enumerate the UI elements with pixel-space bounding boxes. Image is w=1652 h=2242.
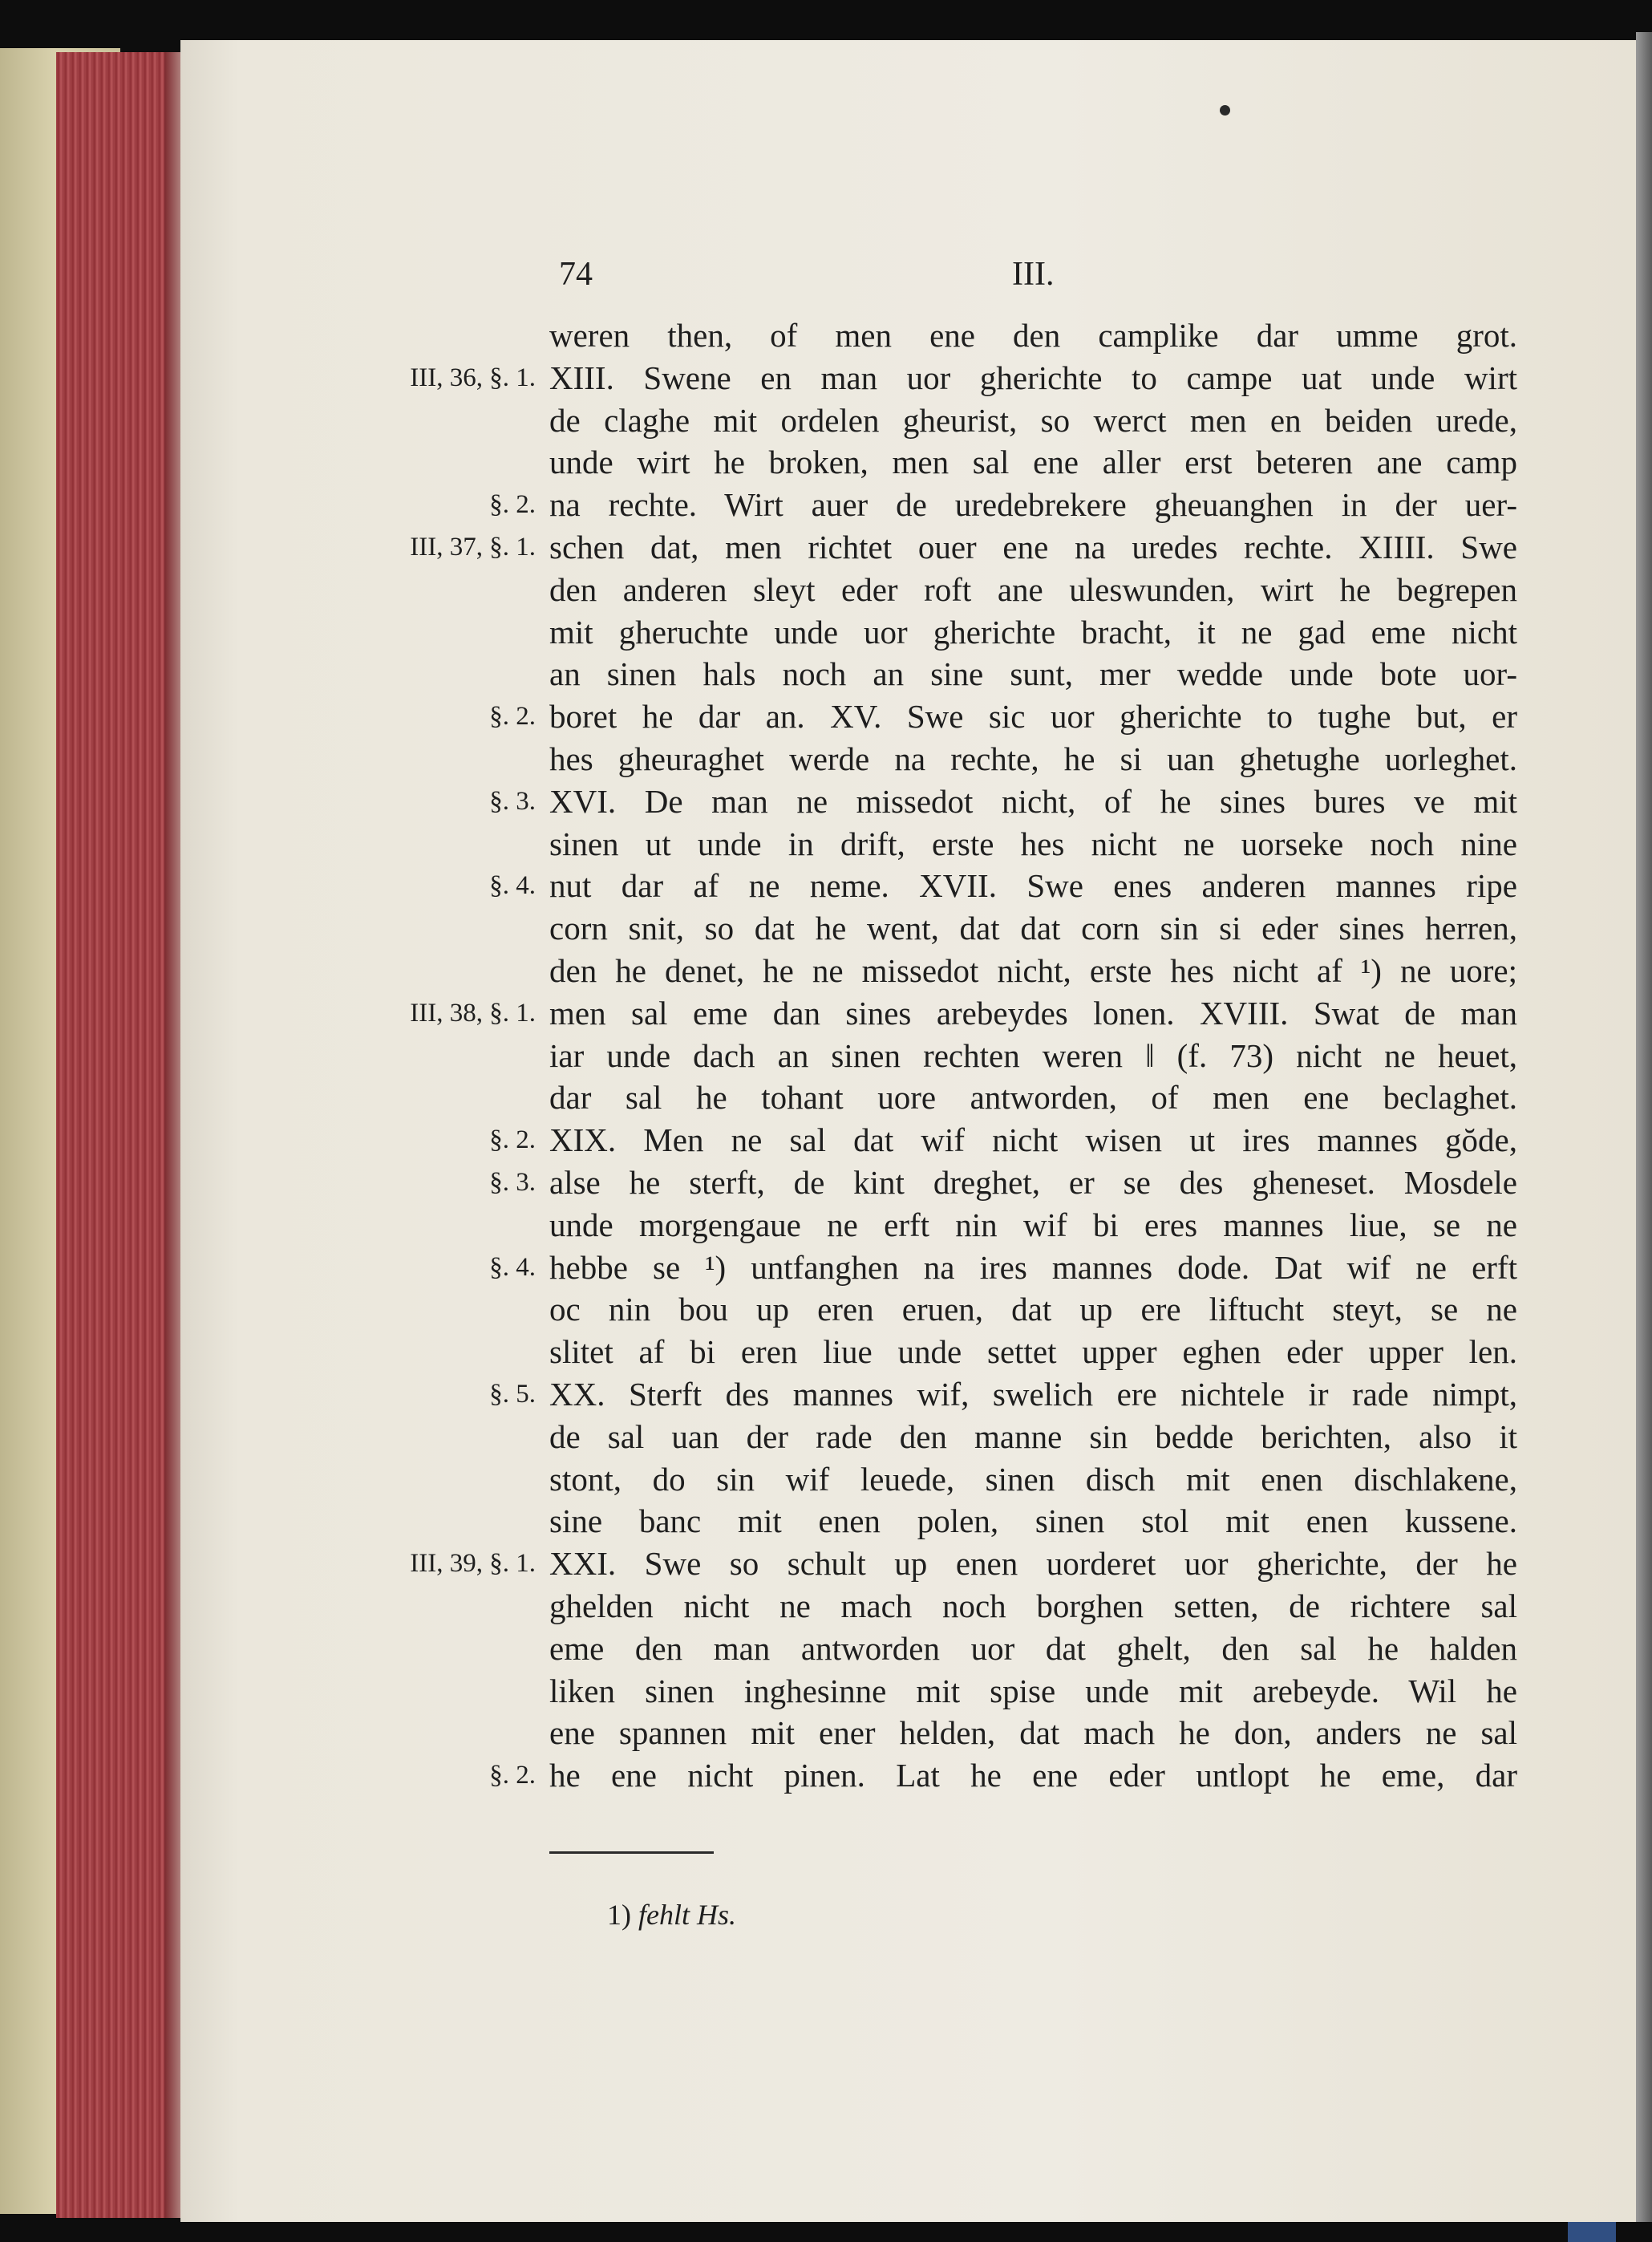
footnote-text: fehlt Hs. (638, 1899, 736, 1931)
margin-note: III, 37, §. 1. (410, 533, 536, 562)
margin-note: §. 4. (489, 1252, 536, 1282)
text-line: dar sal he tohant uore antworden, of men ene beclaghet. (549, 1079, 1517, 1117)
margin-note: III, 36, §. 1. (410, 363, 536, 392)
margin-note: §. 3. (489, 786, 536, 816)
text-line: na rechte. Wirt auer de uredebrekere gheuanghen in der uer- (549, 486, 1517, 524)
text-line: de sal uan der rade den manne sin bedde berichten, also it (549, 1417, 1517, 1455)
text-line: alse he sterft, de kint dreghet, er se des gheneset. Mosdele (549, 1164, 1517, 1201)
text-line: sine banc mit enen polen, sinen stol mit enen kussene. (549, 1502, 1517, 1540)
text-line: hebbe se ¹) untfanghen na ires mannes dode. Dat wif ne erft (549, 1248, 1517, 1286)
footnote-rule (549, 1851, 714, 1854)
text-line: liken sinen inghesinne mit spise unde mit arebeyde. Wil he (549, 1672, 1517, 1709)
text-line: unde morgengaue ne erft nin wif bi eres mannes liue, se ne (549, 1206, 1517, 1243)
page-number: 74 (559, 256, 593, 293)
text-line: nut dar af ne neme. XVII. Swe enes anderen mannes ripe (549, 867, 1517, 905)
footnote (607, 1898, 736, 1932)
margin-note: III, 38, §. 1. (410, 998, 536, 1028)
text-line: men sal eme dan sines arebeydes lonen. XVIII. Swat de man (549, 994, 1517, 1032)
text-line: eme den man antworden uor dat ghelt, den sal he halden (549, 1629, 1517, 1667)
text-line: ene spannen mit ener helden, dat mach he don, anders ne sal (549, 1714, 1517, 1752)
text-line: unde wirt he broken, men sal ene aller erst beteren ane camp (549, 444, 1517, 481)
text-line: ghelden nicht ne mach noch borghen setten, de richtere sal (549, 1587, 1517, 1624)
text-line: he ene nicht pinen. Lat he ene eder untlopt he eme, dar (549, 1757, 1517, 1794)
text-line: den he denet, he ne missedot nicht, erste hes nicht af ¹) ne uore; (549, 952, 1517, 989)
margin-note: §. 5. (489, 1380, 536, 1409)
text-line: den anderen sleyt eder roft ane uleswunden, wirt he begrepen (549, 570, 1517, 608)
text-line: XVI. De man ne missedot nicht, of he sines bures ve mit (549, 782, 1517, 820)
text-line: XXI. Swe so schult up enen uorderet uor gherichte, der he (549, 1545, 1517, 1583)
text-line: XX. Sterft des mannes wif, swelich ere nichtele ir rade nimpt, (549, 1376, 1517, 1413)
text-line: slitet af bi eren liue unde settet upper eghen eder upper len. (549, 1333, 1517, 1371)
chapter-heading: III. (1012, 256, 1055, 293)
text-line: XIX. Men ne sal dat wif nicht wisen ut ires mannes gŏde, (549, 1121, 1517, 1159)
margin-note: §. 2. (489, 702, 536, 732)
text-line: schen dat, men richtet ouer ene na uredes rechte. XIIII. Swe (549, 529, 1517, 566)
text-line: an sinen hals noch an sine sunt, mer wedde unde bote uor- (549, 655, 1517, 693)
margin-note: §. 2. (489, 490, 536, 520)
margin-note: §. 2. (489, 1125, 536, 1155)
margin-note: §. 2. (489, 1761, 536, 1790)
margin-note: §. 3. (489, 1168, 536, 1197)
text-line: oc nin bou up eren eruen, dat up ere liftucht steyt, se ne (549, 1291, 1517, 1328)
text-line: iar unde dach an sinen rechten weren ‖ (f. 73) nicht ne heuet, (549, 1036, 1517, 1074)
text-line: XIII. Swene en man uor gherichte to campe uat unde wirt (549, 359, 1517, 396)
text-line: de claghe mit ordelen gheurist, so werct men en beiden urede, (549, 401, 1517, 439)
text-line: mit gheruchte unde uor gherichte bracht, it ne gad eme nicht (549, 613, 1517, 651)
book-spine-edge (1636, 32, 1652, 2222)
ink-spot (1220, 105, 1230, 116)
text-line: stont, do sin wif leuede, sinen disch mit enen dischlakene, (549, 1460, 1517, 1498)
text-line: corn snit, so dat he went, dat dat corn sin si eder sines herren, (549, 910, 1517, 947)
margin-note: III, 39, §. 1. (410, 1549, 536, 1579)
footnote-marker: 1) (607, 1899, 631, 1931)
margin-note: §. 4. (489, 871, 536, 901)
text-line: hes gheuraghet werde na rechte, he si uan ghetughe uorleghet. (549, 740, 1517, 777)
text-line: weren then, of men ene den camplike dar umme grot. (549, 317, 1517, 354)
text-line: sinen ut unde in drift, erste hes nicht ne uorseke noch nine (549, 825, 1517, 862)
text-line: boret he dar an. XV. Swe sic uor gherichte to tughe but, er (549, 698, 1517, 736)
